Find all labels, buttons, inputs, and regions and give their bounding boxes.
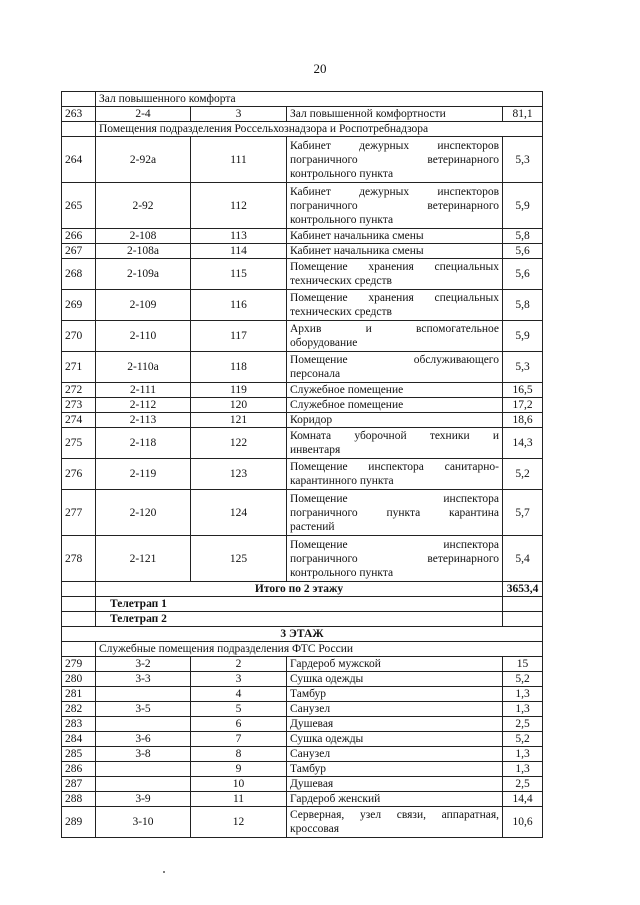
plan-number: 5	[191, 702, 287, 717]
room-description	[287, 777, 503, 792]
row-number: 279	[62, 657, 96, 672]
room-area: 5,2	[503, 732, 543, 747]
plan-number: 3	[191, 107, 287, 122]
room-code: 3-8	[96, 747, 191, 762]
teletrap-label: Телетрап 1	[96, 597, 503, 612]
plan-number: 114	[191, 244, 287, 259]
room-description	[287, 732, 503, 747]
rooms-table	[61, 91, 543, 838]
row-number: 269	[62, 290, 96, 321]
plan-number: 2	[191, 657, 287, 672]
table-row	[62, 290, 543, 321]
row-number: 265	[62, 183, 96, 229]
room-area: 1,3	[503, 702, 543, 717]
row-number: 275	[62, 428, 96, 459]
plan-number: 117	[191, 321, 287, 352]
row-number: 285	[62, 747, 96, 762]
table-row	[62, 321, 543, 352]
room-code: 2-4	[96, 107, 191, 122]
description-line: Помещение хранения специальных	[290, 261, 499, 273]
row-number: 268	[62, 259, 96, 290]
room-code	[96, 777, 191, 792]
description-line: Помещение инспектора	[290, 538, 499, 551]
row-number: 276	[62, 459, 96, 490]
room-code: 3-6	[96, 732, 191, 747]
section-header-row	[62, 642, 543, 657]
room-area: 5,8	[503, 290, 543, 321]
row-number: 273	[62, 398, 96, 413]
room-description	[287, 137, 503, 183]
description-line: оборудование	[290, 337, 358, 349]
row-number: 266	[62, 229, 96, 244]
description-line: контрольного пункта	[290, 566, 394, 579]
description-line: Душевая	[290, 778, 334, 790]
description-line: Гардероб мужской	[290, 658, 381, 670]
row-number: 267	[62, 244, 96, 259]
room-area: 5,6	[503, 244, 543, 259]
room-code: 2-110а	[96, 352, 191, 383]
room-description	[287, 383, 503, 398]
plan-number: 6	[191, 717, 287, 732]
room-code: 2-112	[96, 398, 191, 413]
room-area: 5,7	[503, 490, 543, 536]
plan-number: 9	[191, 762, 287, 777]
section-title: Служебные помещения подразделения ФТС России	[96, 642, 543, 657]
row-number: 278	[62, 536, 96, 582]
description-line: контрольного пункта	[290, 167, 394, 180]
description-line: технических средств	[290, 275, 392, 287]
room-code: 2-121	[96, 536, 191, 582]
table-row	[62, 398, 543, 413]
room-code: 2-119	[96, 459, 191, 490]
room-area: 14,4	[503, 792, 543, 807]
room-area: 5,3	[503, 137, 543, 183]
room-code	[96, 717, 191, 732]
room-description	[287, 290, 503, 321]
room-code: 2-108а	[96, 244, 191, 259]
room-code: 2-110	[96, 321, 191, 352]
description-line: инвентаря	[290, 444, 341, 456]
table-row	[62, 717, 543, 732]
room-area: 5,3	[503, 352, 543, 383]
description-line: Коридор	[290, 414, 333, 426]
table-row	[62, 792, 543, 807]
description-line: Архив и вспомогательное	[290, 323, 499, 335]
room-description	[287, 428, 503, 459]
room-area: 81,1	[503, 107, 543, 122]
table-row	[62, 777, 543, 792]
room-area: 2,5	[503, 717, 543, 732]
room-area: 17,2	[503, 398, 543, 413]
description-line: Душевая	[290, 718, 334, 730]
room-code: 2-120	[96, 490, 191, 536]
table-row	[62, 383, 543, 398]
section-title: Зал повышенного комфорта	[96, 92, 543, 107]
description-line: растений	[290, 520, 335, 533]
total-row	[62, 582, 543, 597]
table-row	[62, 687, 543, 702]
plan-number: 120	[191, 398, 287, 413]
room-description	[287, 792, 503, 807]
room-area: 1,3	[503, 762, 543, 777]
plan-number: 11	[191, 792, 287, 807]
room-description	[287, 762, 503, 777]
teletrap-label: Телетрап 2	[96, 612, 503, 627]
room-description	[287, 807, 503, 838]
plan-number: 4	[191, 687, 287, 702]
room-description	[287, 459, 503, 490]
table-row	[62, 490, 543, 536]
table-row	[62, 137, 543, 183]
table-row	[62, 107, 543, 122]
table-row	[62, 732, 543, 747]
table-row	[62, 459, 543, 490]
description-line: Помещение обслуживающего	[290, 354, 499, 366]
plan-number: 123	[191, 459, 287, 490]
description-line: пограничного ветеринарного	[290, 199, 499, 212]
room-description	[287, 107, 503, 122]
plan-number: 119	[191, 383, 287, 398]
room-code: 3-9	[96, 792, 191, 807]
row-number: 282	[62, 702, 96, 717]
description-line: Кабинет дежурных инспекторов	[290, 185, 499, 198]
description-line: Сушка одежды	[290, 733, 364, 745]
row-number: 288	[62, 792, 96, 807]
plan-number: 125	[191, 536, 287, 582]
description-line: Тамбур	[290, 688, 327, 700]
room-code: 3-3	[96, 672, 191, 687]
table-row	[62, 702, 543, 717]
room-description	[287, 259, 503, 290]
section-header-row	[62, 92, 543, 107]
plan-number: 12	[191, 807, 287, 838]
description-line: Кабинет дежурных инспекторов	[290, 139, 499, 152]
floor-title: 3 ЭТАЖ	[62, 627, 543, 642]
room-code	[96, 687, 191, 702]
table-row	[62, 536, 543, 582]
row-number: 280	[62, 672, 96, 687]
room-code: 2-92	[96, 183, 191, 229]
row-number: 284	[62, 732, 96, 747]
description-line: Санузел	[290, 703, 331, 715]
room-area: 14,3	[503, 428, 543, 459]
total-value: 3653,4	[503, 582, 543, 597]
room-code: 2-109а	[96, 259, 191, 290]
table-row	[62, 807, 543, 838]
room-description	[287, 398, 503, 413]
plan-number: 8	[191, 747, 287, 762]
table-row	[62, 672, 543, 687]
description-line: пограничного ветеринарного	[290, 153, 499, 166]
table-row	[62, 229, 543, 244]
room-description	[287, 352, 503, 383]
description-line: Санузел	[290, 748, 331, 760]
room-description	[287, 244, 503, 259]
room-description	[287, 413, 503, 428]
plan-number: 10	[191, 777, 287, 792]
description-line: технических средств	[290, 306, 392, 318]
table-row	[62, 244, 543, 259]
description-line: пограничного пункта карантина	[290, 506, 499, 519]
room-area: 5,8	[503, 229, 543, 244]
table-row	[62, 762, 543, 777]
plan-number: 7	[191, 732, 287, 747]
description-line: Кабинет начальника смены	[290, 245, 424, 257]
room-code: 2-109	[96, 290, 191, 321]
table-row	[62, 352, 543, 383]
room-description	[287, 490, 503, 536]
plan-number: 115	[191, 259, 287, 290]
table-row	[62, 259, 543, 290]
room-code: 3-2	[96, 657, 191, 672]
teletrap-row	[62, 597, 543, 612]
plan-number: 118	[191, 352, 287, 383]
scan-speck	[163, 871, 165, 873]
row-number: 270	[62, 321, 96, 352]
teletrap-row	[62, 612, 543, 627]
description-line: пограничного ветеринарного	[290, 552, 499, 565]
total-label: Итого по 2 этажу	[96, 582, 503, 597]
room-code	[96, 762, 191, 777]
plan-number: 124	[191, 490, 287, 536]
room-description	[287, 687, 503, 702]
description-line: Серверная, узел связи, аппаратная,	[290, 809, 499, 821]
plan-number: 116	[191, 290, 287, 321]
row-number: 272	[62, 383, 96, 398]
room-code: 2-108	[96, 229, 191, 244]
floor-header-row	[62, 627, 543, 642]
plan-number: 121	[191, 413, 287, 428]
plan-number: 113	[191, 229, 287, 244]
room-area: 10,6	[503, 807, 543, 838]
room-description	[287, 657, 503, 672]
room-area: 16,5	[503, 383, 543, 398]
room-description	[287, 536, 503, 582]
room-code: 2-118	[96, 428, 191, 459]
room-description	[287, 229, 503, 244]
room-description	[287, 672, 503, 687]
description-line: Помещение инспектора	[290, 492, 499, 505]
description-line: Кабинет начальника смены	[290, 230, 424, 242]
room-code: 3-10	[96, 807, 191, 838]
description-line: Тамбур	[290, 763, 327, 775]
section-header-row	[62, 122, 543, 137]
room-area: 5,6	[503, 259, 543, 290]
description-line: персонала	[290, 368, 341, 380]
row-number: 283	[62, 717, 96, 732]
room-code: 2-92а	[96, 137, 191, 183]
plan-number: 3	[191, 672, 287, 687]
description-line: кроссовая	[290, 823, 340, 835]
table-row	[62, 428, 543, 459]
room-code: 3-5	[96, 702, 191, 717]
description-line: Сушка одежды	[290, 673, 364, 685]
row-number: 263	[62, 107, 96, 122]
room-area: 2,5	[503, 777, 543, 792]
table-row	[62, 747, 543, 762]
description-line: Зал повышенной комфортности	[290, 108, 446, 120]
row-number: 277	[62, 490, 96, 536]
row-number: 281	[62, 687, 96, 702]
room-area: 5,9	[503, 321, 543, 352]
room-area: 1,3	[503, 687, 543, 702]
row-number: 286	[62, 762, 96, 777]
table-row	[62, 413, 543, 428]
room-description	[287, 321, 503, 352]
room-area: 1,3	[503, 747, 543, 762]
section-title: Помещения подразделения Россельхознадзора и Роспотребнадзора	[96, 122, 543, 137]
plan-number: 122	[191, 428, 287, 459]
room-area: 18,6	[503, 413, 543, 428]
room-description	[287, 717, 503, 732]
row-number: 274	[62, 413, 96, 428]
room-description	[287, 183, 503, 229]
room-area: 5,4	[503, 536, 543, 582]
description-line: Помещение хранения специальных	[290, 292, 499, 304]
description-line: Служебное помещение	[290, 399, 404, 411]
description-line: карантинного пункта	[290, 475, 394, 487]
room-description	[287, 747, 503, 762]
description-line: Помещение инспектора санитарно-	[290, 461, 499, 473]
row-number: 287	[62, 777, 96, 792]
room-code: 2-113	[96, 413, 191, 428]
room-area: 5,2	[503, 672, 543, 687]
plan-number: 112	[191, 183, 287, 229]
row-number: 271	[62, 352, 96, 383]
table-row	[62, 657, 543, 672]
plan-number: 111	[191, 137, 287, 183]
room-description	[287, 702, 503, 717]
row-number: 289	[62, 807, 96, 838]
room-area: 5,9	[503, 183, 543, 229]
page-number: 20	[313, 61, 327, 76]
description-line: Комната уборочной техники и	[290, 430, 499, 442]
room-area: 5,2	[503, 459, 543, 490]
table-row	[62, 183, 543, 229]
room-code: 2-111	[96, 383, 191, 398]
description-line: Служебное помещение	[290, 384, 404, 396]
description-line: Гардероб женский	[290, 793, 381, 805]
description-line: контрольного пункта	[290, 213, 394, 226]
row-number: 264	[62, 137, 96, 183]
room-area: 15	[503, 657, 543, 672]
